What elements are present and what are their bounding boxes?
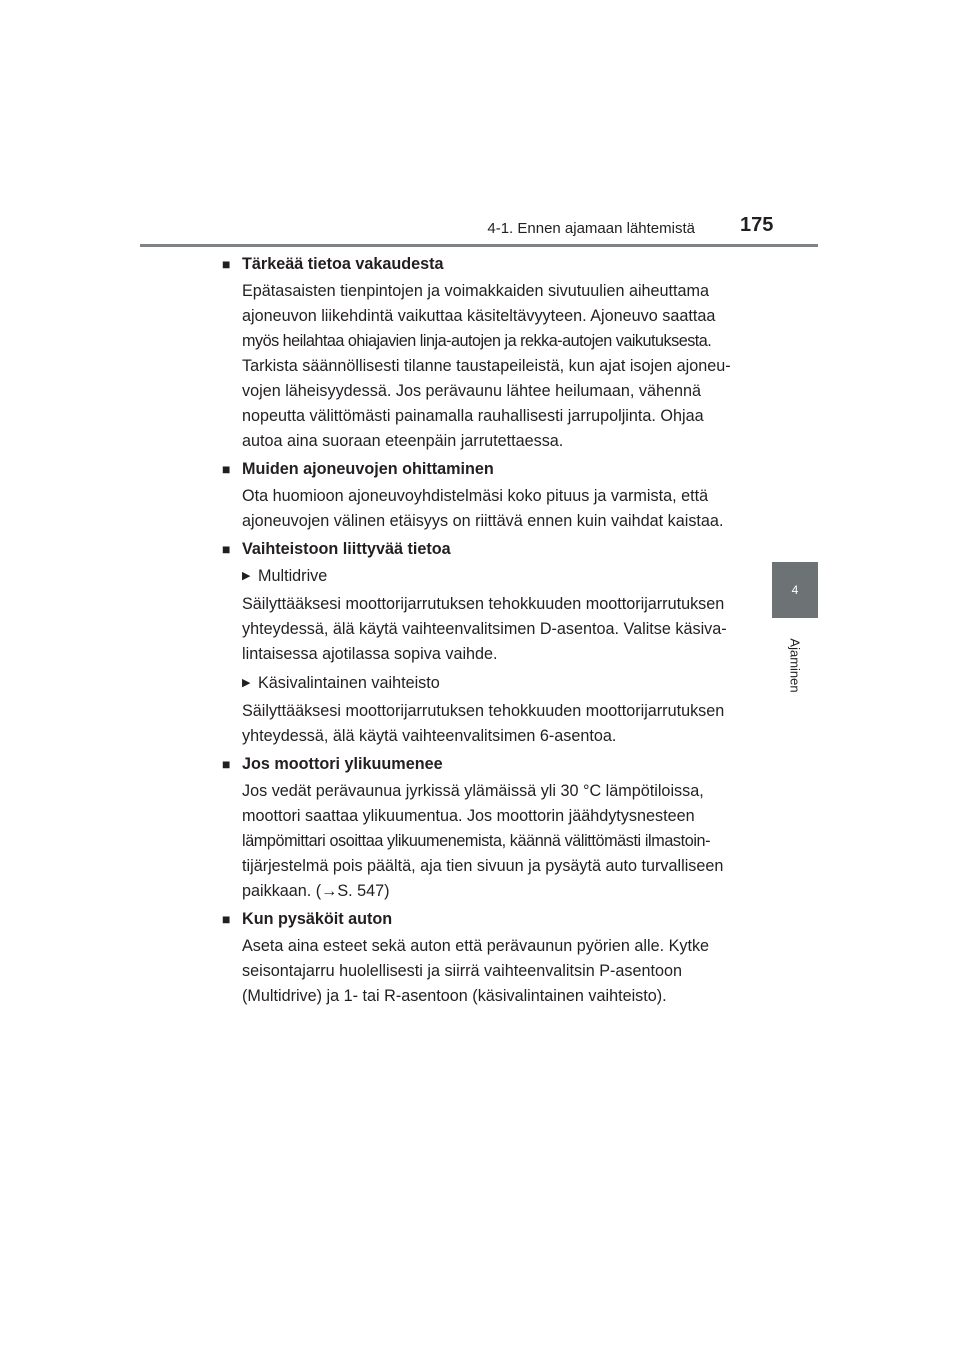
chapter-number: 4	[791, 583, 799, 597]
square-bullet-icon: ■	[222, 756, 231, 772]
text-line: moottori saattaa ylikuumentua. Jos moottorin jäähdytysnesteen	[242, 807, 695, 825]
subsection-label: Multidrive	[258, 567, 328, 585]
section-parking	[222, 907, 745, 1009]
section-transmission	[222, 537, 745, 749]
subsection-body	[242, 699, 745, 749]
subsection-heading-multidrive	[242, 564, 745, 589]
section-body	[242, 934, 745, 1009]
text-line: seisontajarru huolellisesti ja siirrä vaihteenvalitsin P-asentoon	[242, 962, 682, 980]
page-header	[140, 0, 818, 246]
section-heading	[222, 752, 745, 777]
header-divider	[140, 244, 818, 247]
page-content	[222, 252, 745, 1012]
section-heading	[222, 457, 745, 482]
text-line: tijärjestelmä pois päältä, aja tien sivuun ja pysäytä auto turvalliseen	[242, 857, 724, 875]
subsection-body	[242, 592, 745, 667]
section-overheating	[222, 752, 745, 904]
text-line: Säilyttääksesi moottorijarrutuksen tehokkuuden moottorijarrutuksen	[242, 702, 725, 720]
page-number: 175	[740, 214, 774, 236]
subsection-heading-manual	[242, 671, 745, 696]
text-line: Epätasaisten tienpintojen ja voimakkaiden sivutuulien aiheuttama	[242, 282, 710, 300]
section-body	[242, 279, 745, 454]
chapter-label: Ajaminen	[787, 637, 803, 693]
text-line: myös heilahtaa ohiajavien linja-autojen ja rekka-autojen vaikutuksesta.	[242, 332, 712, 350]
text-line: Jos vedät perävaunua jyrkissä ylämäissä yli 30 °C lämpötiloissa,	[242, 782, 704, 800]
text-line: autoa aina suoraan eteenpäin jarrutettaessa.	[242, 432, 564, 450]
text-line: Säilyttääksesi moottorijarrutuksen tehokkuuden moottorijarrutuksen	[242, 595, 725, 613]
square-bullet-icon: ■	[222, 911, 231, 927]
section-heading	[222, 537, 745, 562]
chapter-label-wrapper	[762, 630, 828, 700]
text-line: yhteydessä, älä käytä vaihteenvalitsimen D-asentoa. Valitse käsiva-	[242, 620, 727, 638]
section-heading	[222, 907, 745, 932]
text-line: (Multidrive) ja 1- tai R-asentoon (käsivalintainen vaihteisto).	[242, 987, 667, 1005]
section-stability	[222, 252, 745, 454]
text-line: ajoneuvojen välinen etäisyys on riittävä ennen kuin vaihdat kaistaa.	[242, 512, 724, 530]
text-line: Aseta aina esteet sekä auton että perävaunun pyörien alle. Kytke	[242, 937, 710, 955]
text-line: Tarkista säännöllisesti tilanne taustapeileistä, kun ajat isojen ajoneu-	[242, 357, 731, 375]
section-title: Vaihteistoon liittyvää tietoa	[242, 540, 451, 558]
section-title: Kun pysäköit auton	[242, 910, 393, 928]
section-heading	[222, 252, 745, 277]
text-line: ajoneuvon liikehdintä vaikuttaa käsiteltävyyteen. Ajoneuvo saattaa	[242, 307, 716, 325]
text-line: Ota huomioon ajoneuvoyhdistelmäsi koko pituus ja varmista, että	[242, 487, 709, 505]
section-title: Tärkeää tietoa vakaudesta	[242, 255, 444, 273]
subsection-label: Käsivalintainen vaihteisto	[258, 674, 440, 692]
text-line: lintaisessa ajotilassa sopiva vaihde.	[242, 645, 498, 663]
section-title: Muiden ajoneuvojen ohittaminen	[242, 460, 494, 478]
square-bullet-icon: ■	[222, 256, 231, 272]
text-line: yhteydessä, älä käytä vaihteenvalitsimen 6-asentoa.	[242, 727, 617, 745]
triangle-bullet-icon: ▶	[242, 677, 251, 689]
square-bullet-icon: ■	[222, 541, 231, 557]
text-line: lämpömittari osoittaa ylikuumenemista, käännä välittömästi ilmastoin-	[242, 832, 711, 850]
text-line: vojen läheisyydessä. Jos perävaunu lähtee heilumaan, vähennä	[242, 382, 701, 400]
header-section-title: 4-1. Ennen ajamaan lähtemistä	[487, 220, 695, 237]
section-overtaking	[222, 457, 745, 534]
triangle-bullet-icon: ▶	[242, 570, 251, 582]
text-line: paikkaan. (→S. 547)	[242, 882, 390, 900]
section-body	[242, 484, 745, 534]
section-title: Jos moottori ylikuumenee	[242, 755, 443, 773]
text-line: nopeutta välittömästi painamalla rauhallisesti jarrupoljinta. Ohjaa	[242, 407, 704, 425]
chapter-tab	[772, 562, 818, 618]
square-bullet-icon: ■	[222, 461, 231, 477]
section-body	[242, 779, 745, 904]
